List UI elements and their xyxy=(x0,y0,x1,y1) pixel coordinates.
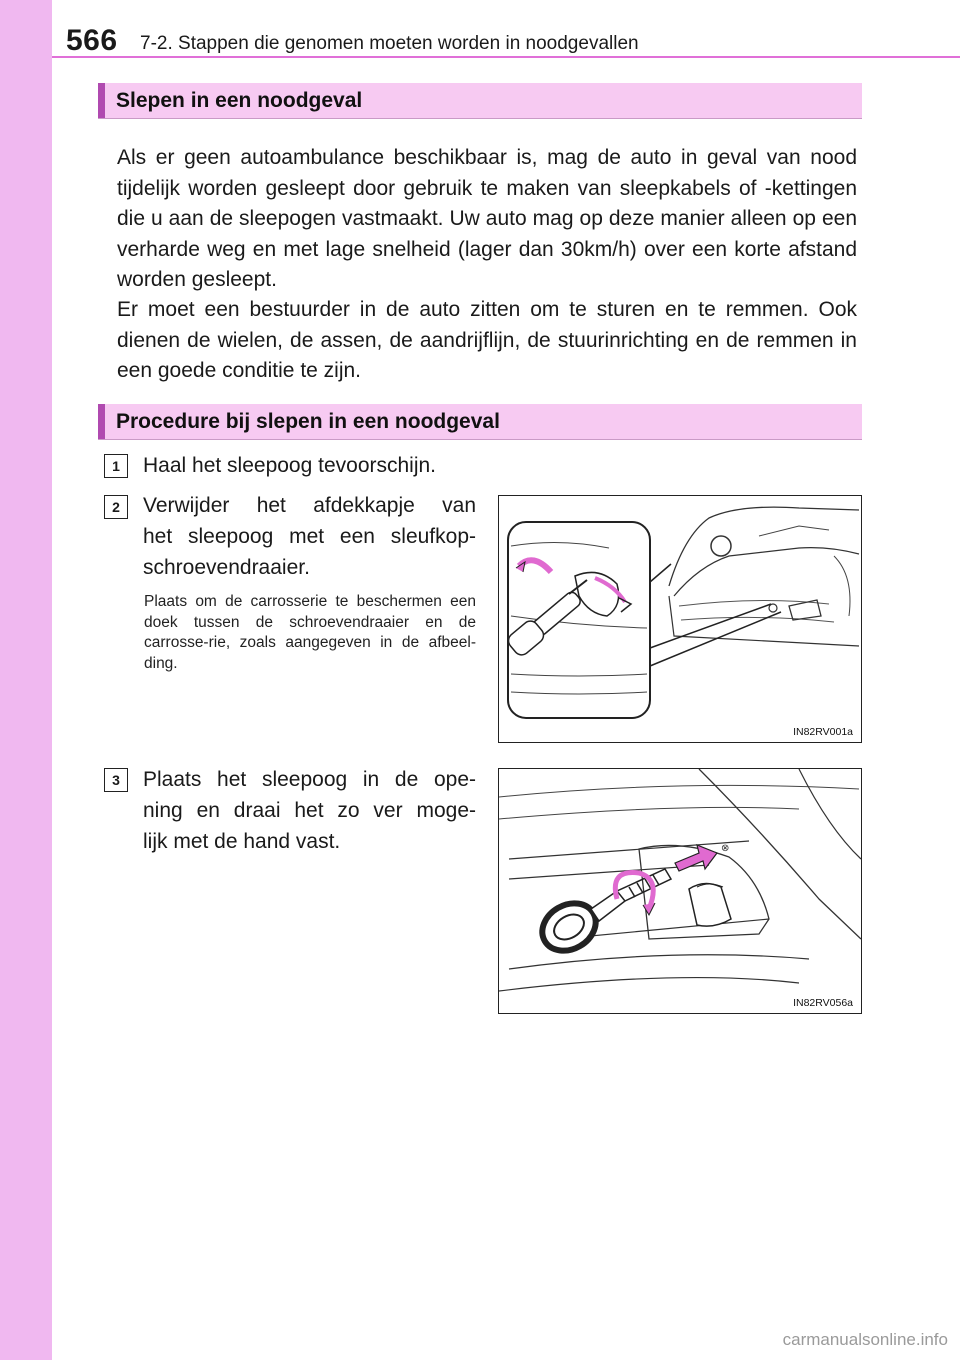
figure-code: IN82RV056a xyxy=(793,997,853,1009)
section-title: Slepen in een noodgeval xyxy=(116,89,363,112)
figure-code: IN82RV001a xyxy=(793,726,853,738)
chapter-sidebar xyxy=(0,0,52,1360)
chapter-title: 7-2. Stappen die genomen moeten worden in noodgevallen xyxy=(140,33,639,54)
step-2-text xyxy=(143,490,476,583)
driver-paragraph: Er moet een bestuurder in de auto zitten om te sturen en te remmen. Ook dienen de wielen, de assen, de aandrijflijn, de stuurinrichting en de remmen in een goede conditie te zijn. xyxy=(117,298,857,382)
svg-text:⊗: ⊗ xyxy=(721,843,730,854)
step-number-2: 2 xyxy=(104,495,128,519)
step-3-line: ning en draai het zo ver moge- xyxy=(143,799,476,822)
step-3-text xyxy=(143,764,476,857)
step-number-3: 3 xyxy=(104,768,128,792)
step-2-line: Verwijder het afdekkapje van xyxy=(143,494,476,517)
step-3-line: Plaats het sleepoog in de ope- xyxy=(143,768,476,791)
step-2-line: het sleepoog met een sleufkop- xyxy=(143,525,476,548)
figure-install-tow-eye xyxy=(498,768,862,1014)
step-number-1: 1 xyxy=(104,454,128,478)
section-heading-towing xyxy=(98,83,862,119)
step-2-line: schroevendraaier. xyxy=(143,556,310,579)
section-heading-procedure xyxy=(98,404,862,440)
step-2-note: Plaats om de carrosserie te beschermen een doek tussen de schroevendraaier en de carrosse-rie, zoals aangegeven in de afbeel-ding. xyxy=(144,593,476,672)
page-number: 566 xyxy=(66,24,118,57)
step-3-line: lijk met de hand vast. xyxy=(143,830,341,853)
intro-paragraph: Als er geen autoambulance beschikbaar is, mag de auto in geval van nood tijdelijk worden gesleept door gebruik te maken van sleepkabels of -kettingen die u aan de sleepogen vastmaakt. Uw auto mag op deze manier alleen op een verharde weg en met lage snelheid (lager dan 30km/h) over een korte afstand worden gesleept. xyxy=(117,146,857,291)
watermark: carmanualsonline.info xyxy=(782,1330,948,1349)
figure-remove-cover xyxy=(498,495,862,743)
screwdriver-remove-cover-illustration xyxy=(499,496,861,742)
step-1-text: Haal het sleepoog tevoorschijn. xyxy=(143,454,437,477)
tow-eye-install-illustration xyxy=(499,769,861,1013)
section-title: Procedure bij slepen in een noodgeval xyxy=(116,410,500,433)
